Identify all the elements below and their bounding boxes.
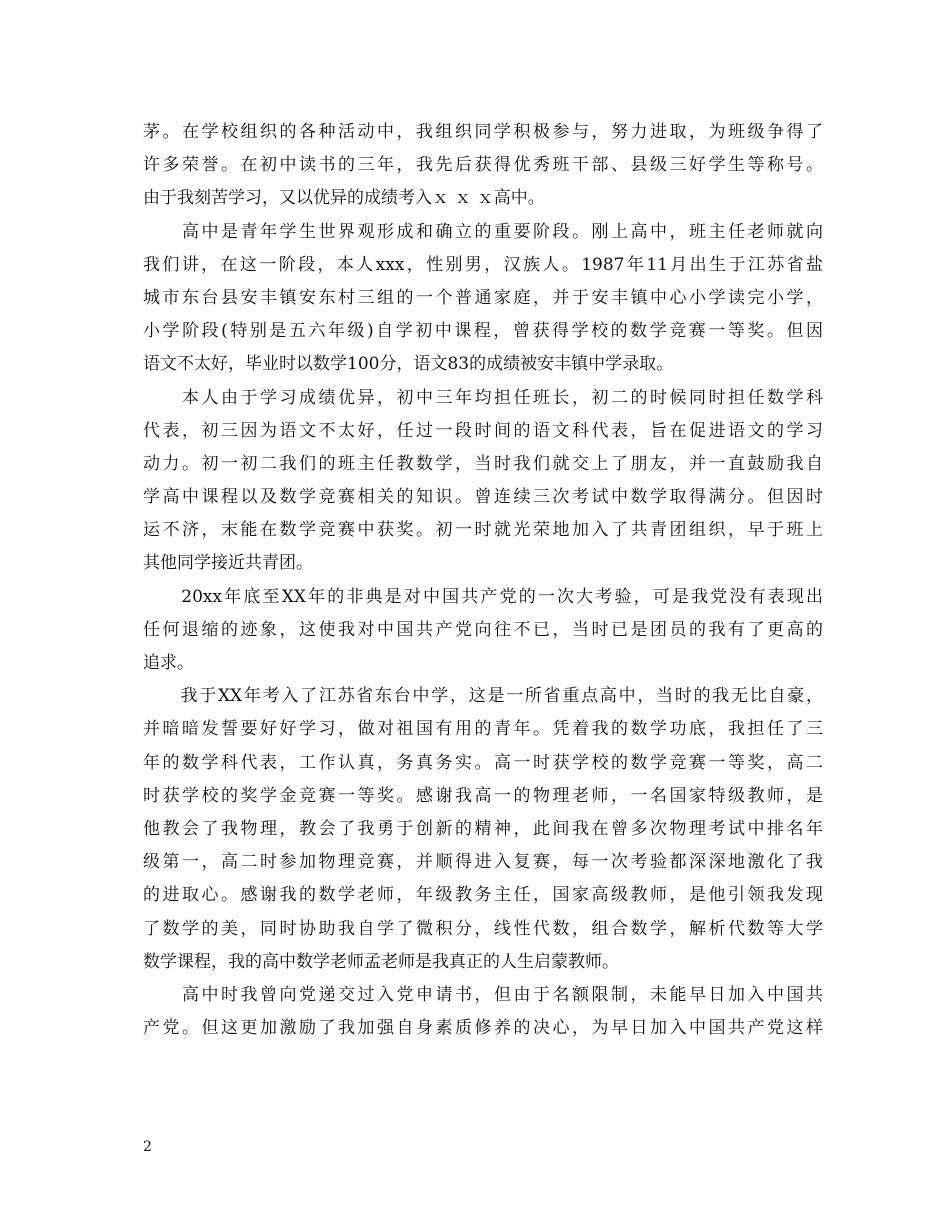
text-line: 代表，初三因为语文不太好，任过一段时间的语文科代表，旨在促进语文的学习 (143, 420, 823, 441)
text-line: 任何退缩的迹象，这使我对中国共产党向往不已，当时已是团员的我有了更高的 (143, 619, 823, 640)
text-line: 20xx年底至XX年的非典是对中国共产党的一次大考验，可是我党没有表现出 (143, 586, 823, 607)
text-line: 茅。在学校组织的各种活动中，我组织同学积极参与，努力进取，为班级争得了 (143, 122, 823, 142)
text-line: 许多荣誉。在初中读书的三年，我先后获得优秀班干部、县级三好学生等称号。 (143, 155, 823, 176)
text-line: 由于我刻苦学习，又以优异的成绩考入ｘ ｘ ｘ高中。 (143, 188, 545, 209)
page-number: 2 (143, 1139, 152, 1155)
text-line: 的进取心。感谢我的数学老师，年级教务主任，国家高级教师，是他引领我发现 (143, 885, 823, 906)
text-line: 高中是青年学生世界观形成和确立的重要阶段。刚上高中，班主任老师就向 (143, 221, 823, 242)
text-line: 学高中课程以及数学竞赛相关的知识。曾连续三次考试中数学取得满分。但因时 (143, 487, 823, 508)
text-line: 产党。但这更加激励了我加强自身素质修养的决心，为早日加入中国共产党这样 (143, 1018, 823, 1039)
text-line: 小学阶段(特别是五六年级)自学初中课程，曾获得学校的数学竞赛一等奖。但因 (143, 321, 823, 342)
text-line: 数学课程，我的高中数学老师孟老师是我真正的人生启蒙教师。 (143, 951, 619, 972)
text-line: 年的数学科代表，工作认真，务真务实。高一时获学校的数学竞赛一等奖，高二 (143, 752, 823, 773)
text-line: 城市东台县安丰镇安东村三组的一个普通家庭，并于安丰镇中心小学读完小学， (143, 287, 823, 308)
text-line: 动力。初一初二我们的班主任教数学，当时我们就交上了朋友，并一直鼓励我自 (143, 453, 823, 474)
text-line: 我于XX年考入了江苏省东台中学，这是一所省重点高中，当时的我无比自豪， (143, 686, 823, 707)
text-line: 运不济，末能在数学竞赛中获奖。初一时就光荣地加入了共青团组织，早于班上 (143, 520, 823, 541)
text-line: 本人由于学习成绩优异，初中三年均担任班长，初二的时候同时担任数学科 (143, 387, 823, 408)
text-line: 我们讲，在这一阶段，本人xxx，性别男，汉族人。1987年11月出生于江苏省盐 (143, 254, 823, 275)
text-line: 时获学校的奖学金竞赛一等奖。感谢我高一的物理老师，一名国家特级教师，是 (143, 785, 823, 806)
text-line: 其他同学接近共青团。 (143, 553, 313, 574)
text-line: 并暗暗发誓要好好学习，做对祖国有用的青年。凭着我的数学功底，我担任了三 (143, 719, 823, 740)
text-line: 语文不太好，毕业时以数学100分，语文83的成绩被安丰镇中学录取。 (143, 354, 674, 375)
document-body-text (143, 116, 823, 1045)
text-line: 他教会了我物理，教会了我勇于创新的精神，此间我在曾多次物理考试中排名年 (143, 818, 823, 839)
text-line: 追求。 (143, 653, 194, 673)
text-line: 高中时我曾向党递交过入党申请书，但由于名额限制，未能早日加入中国共 (143, 984, 823, 1005)
text-line: 级第一，高二时参加物理竞赛，并顺得进入复赛，每一次考验都深深地激化了我 (143, 852, 823, 873)
text-line: 了数学的美，同时协助我自学了微积分，线性代数，组合数学，解析代数等大学 (143, 918, 823, 939)
